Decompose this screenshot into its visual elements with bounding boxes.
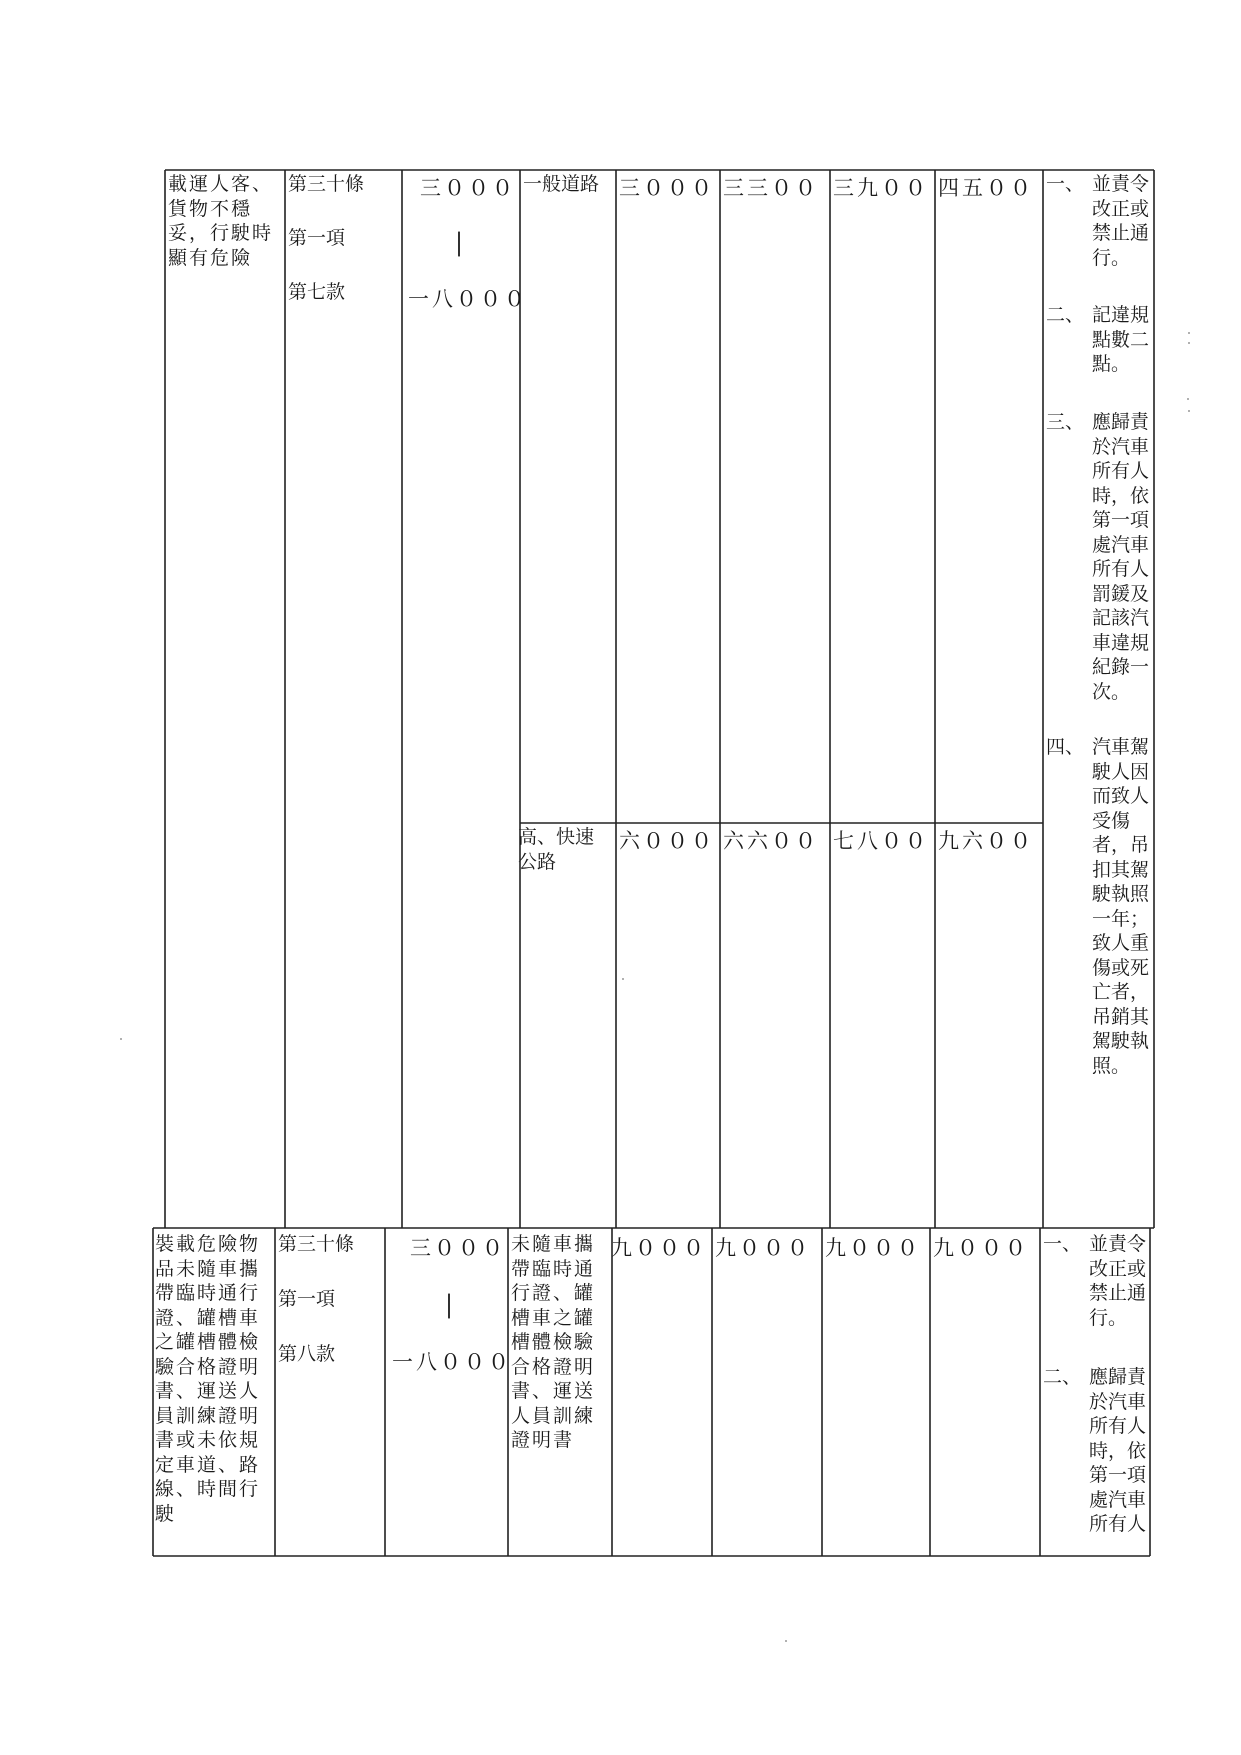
note-text: 汽車駕 駛人因 而致人 受傷 者，吊 扣其駕 駛執照 一年； 致人重 傷或死 亡者， 吊銷其 駕駛執 照。 <box>1092 736 1150 1077</box>
paragraph-cell: 第一項 <box>278 1288 336 1310</box>
note-number: 三、 <box>1046 411 1085 433</box>
note-text: 應歸責 於汽車 所有人 時，依 第一項 處汽車 所有人 罰鍰及 記該汽 車違規 紀錄一 次。 <box>1092 411 1150 703</box>
road-type-cell: 一般道路 <box>523 173 600 195</box>
clause-cell: 第八款 <box>278 1343 336 1365</box>
amount-cell: 九０００ <box>611 1236 707 1260</box>
clause-cell: 第七款 <box>288 281 346 303</box>
amount-cell: 九六００ <box>938 829 1034 853</box>
note-number: 一、 <box>1046 173 1085 195</box>
amount-cell: 七八００ <box>833 829 929 853</box>
amount-cell: 六０００ <box>619 829 715 853</box>
fine-max: 一八０００ <box>392 1350 512 1374</box>
note-number: 二、 <box>1046 304 1085 326</box>
note-text: 記違規 點數二 點。 <box>1092 304 1150 375</box>
note-text: 並責令 改正或 禁止通 行。 <box>1089 1233 1147 1329</box>
fine-min: 三０００ <box>410 1236 506 1260</box>
article-cell: 第三十條 <box>288 173 365 195</box>
offense-cell: 裝載危險物 品未隨車攜 帶臨時通行 證、罐槽車 之罐槽體檢 驗合格證明 書、運送人 員訓練證明 書或未依規 定車道、路 線、時間行 駛 <box>155 1233 261 1525</box>
amount-cell: 九０００ <box>825 1236 921 1260</box>
note-text: 應歸責 於汽車 所有人 時，依 第一項 處汽車 所有人 <box>1089 1366 1147 1535</box>
fine-range-dash: ｜ <box>437 1292 461 1321</box>
paragraph-cell: 第一項 <box>288 227 346 249</box>
amount-cell: 六六００ <box>723 829 819 853</box>
article-cell: 第三十條 <box>278 1233 355 1255</box>
note-number: 二、 <box>1043 1366 1082 1388</box>
road-type-cell: 未隨車攜 帶臨時通 行證、罐 槽車之罐 槽體檢驗 合格證明 書、運送 人員訓練 證明書 <box>511 1233 596 1451</box>
note-number: 一、 <box>1043 1233 1082 1255</box>
amount-cell: 三三００ <box>723 176 819 200</box>
amount-cell: 四五００ <box>938 176 1034 200</box>
amount-cell: 九０００ <box>933 1236 1029 1260</box>
fine-max: 一八０００ <box>408 287 528 311</box>
amount-cell: 三九００ <box>833 176 929 200</box>
note-text: 並責令 改正或 禁止通 行。 <box>1092 173 1150 269</box>
amount-cell: 九０００ <box>715 1236 811 1260</box>
road-type-cell: 高、快速 公路 <box>518 826 595 873</box>
amount-cell: 三０００ <box>619 176 715 200</box>
fine-min: 三０００ <box>420 176 516 200</box>
fine-range-dash: ｜ <box>447 230 471 259</box>
offense-cell: 載運人客、 貨物不穩 妥，行駛時 顯有危險 <box>168 173 274 269</box>
note-number: 四、 <box>1046 736 1085 758</box>
